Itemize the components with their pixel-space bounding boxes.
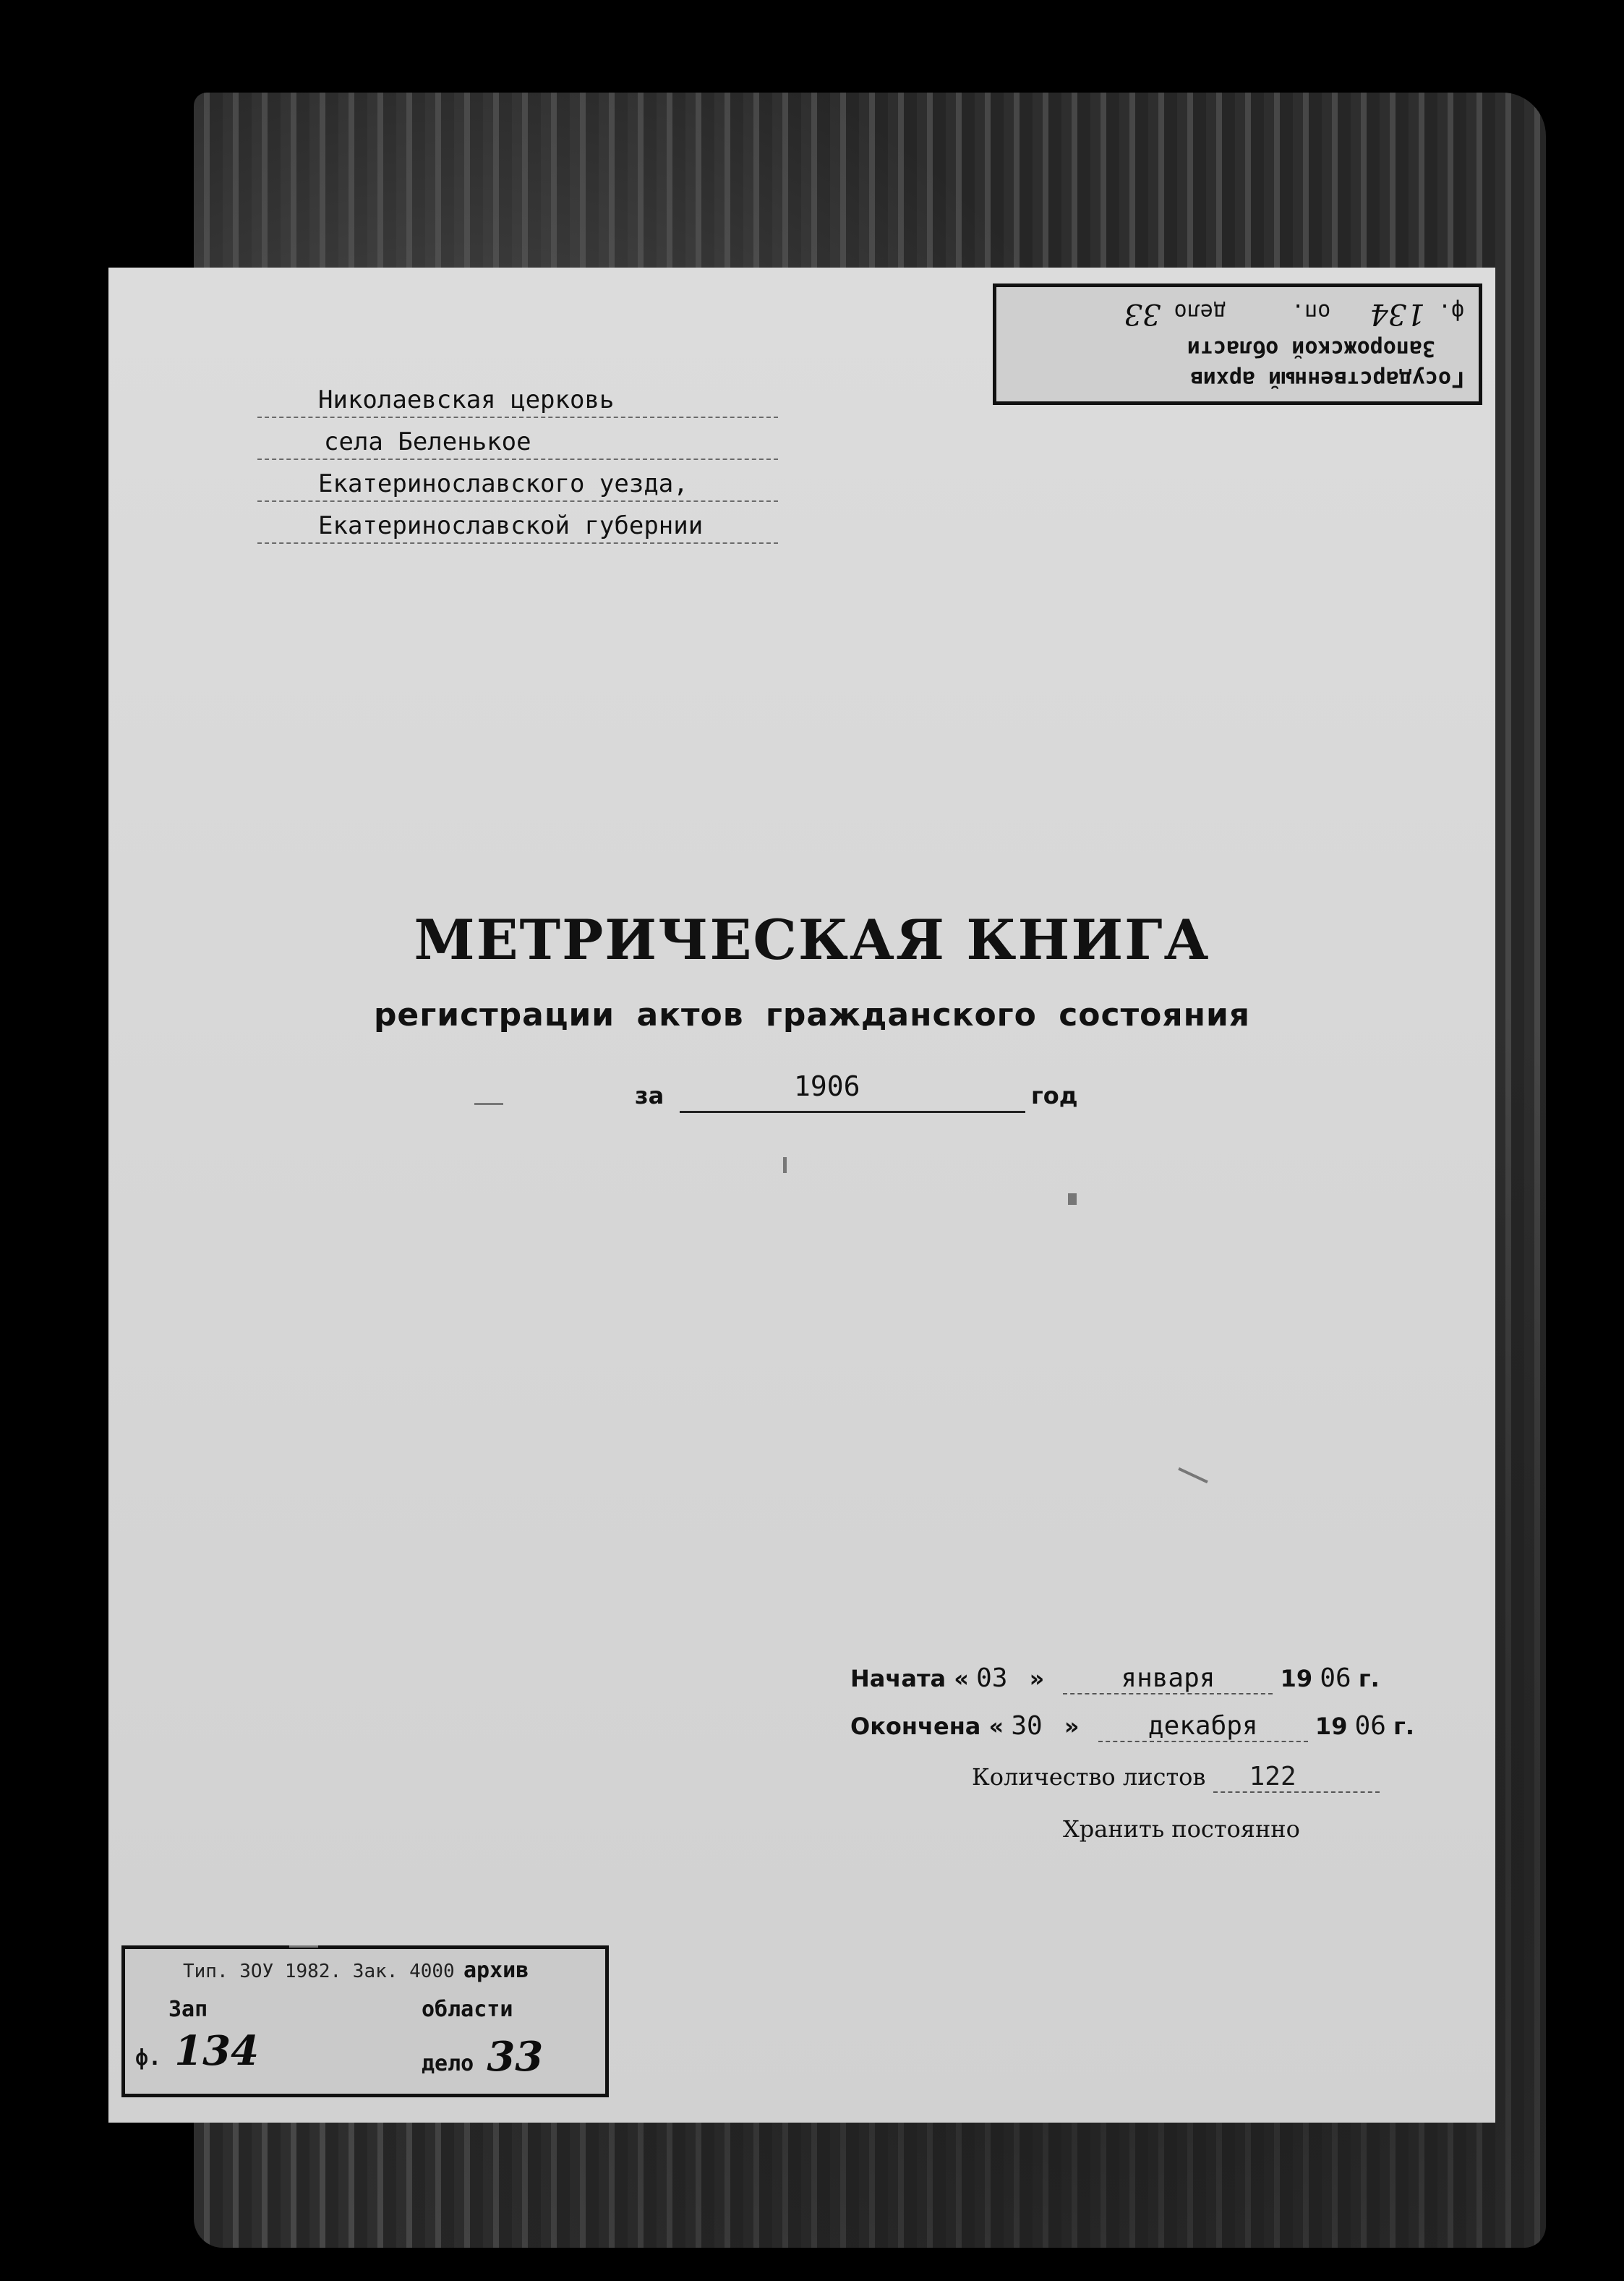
- church-line-1: Николаевская церковь: [257, 383, 778, 418]
- year-underline: [680, 1111, 1025, 1113]
- document-subtitle: регистрации актов гражданского состояния: [373, 997, 1251, 1033]
- stamp-top-opis-label: оп.: [1291, 299, 1331, 324]
- archive-stamp-top: [993, 283, 1482, 405]
- year-value: 1906: [794, 1070, 860, 1102]
- dust-speck: [1068, 1193, 1077, 1205]
- church-header: [257, 383, 778, 551]
- ended-row: [850, 1711, 1414, 1747]
- started-quote: »: [1029, 1665, 1045, 1692]
- stamp-top-line3: [1124, 297, 1464, 331]
- started-month: января: [1063, 1663, 1273, 1694]
- ended-suffix: г.: [1393, 1713, 1415, 1740]
- stamp-top-line2: Запорожской области: [1187, 336, 1435, 361]
- ended-month: декабря: [1098, 1711, 1308, 1742]
- stamp-top-fond-label: ф.: [1437, 299, 1464, 324]
- dust-speck: [783, 1157, 787, 1173]
- started-day: 03: [976, 1663, 1008, 1693]
- year-prefix: за: [635, 1082, 664, 1109]
- dust-speck: [474, 1103, 503, 1105]
- ended-quote: »: [1064, 1713, 1080, 1740]
- started-suffix: г.: [1358, 1665, 1380, 1692]
- started-row: [850, 1663, 1380, 1700]
- stamp-top-fond-value: 134: [1369, 297, 1425, 331]
- ended-century: 19: [1315, 1713, 1348, 1740]
- stamp-bottom-fond-label: ф.: [135, 2045, 162, 2071]
- sheets-count-row: [972, 1762, 1380, 1793]
- stamp-bottom-print-line: Тип. ЗОУ 1982. Зак. 4000: [183, 1961, 455, 1982]
- stamp-bottom-delo-label: дело: [422, 2051, 474, 2076]
- started-label: Начата «: [850, 1665, 969, 1692]
- stamp-bottom-oblast: области: [422, 1997, 513, 2022]
- started-century: 19: [1280, 1665, 1313, 1692]
- stamp-top-line1: Государственный архив: [1189, 366, 1464, 391]
- stamp-bottom-delo-value: 33: [487, 2033, 544, 2081]
- dust-speck: [289, 1945, 318, 1948]
- archive-stamp-bottom: [121, 1945, 609, 2097]
- year-suffix: год: [1031, 1082, 1078, 1109]
- sheets-label: Количество листов: [972, 1763, 1206, 1791]
- stamp-bottom-zap: Зап: [168, 1997, 208, 2022]
- ended-year: 06: [1354, 1711, 1386, 1741]
- stamp-bottom-delo: [422, 2033, 543, 2081]
- ended-label: Окончена «: [850, 1713, 1004, 1740]
- stamp-top-delo-value: 33: [1124, 297, 1161, 331]
- stamp-bottom-fond: [135, 2027, 259, 2075]
- stamp-top-delo-label: дело: [1174, 299, 1226, 324]
- church-line-4: Екатеринославской губернии: [257, 509, 778, 544]
- stamp-bottom-fond-value: 134: [174, 2027, 260, 2075]
- ended-day: 30: [1011, 1711, 1043, 1741]
- church-line-2: села Беленькое: [257, 425, 778, 460]
- sheets-value: 122: [1213, 1762, 1380, 1793]
- document-title: МЕТРИЧЕСКАЯ КНИГА: [414, 908, 1210, 972]
- stamp-bottom-archive: архив: [463, 1958, 529, 1983]
- started-year: 06: [1320, 1663, 1351, 1693]
- church-line-3: Екатеринославского уезда,: [257, 467, 778, 502]
- retention-note: Хранить постоянно: [1063, 1815, 1300, 1843]
